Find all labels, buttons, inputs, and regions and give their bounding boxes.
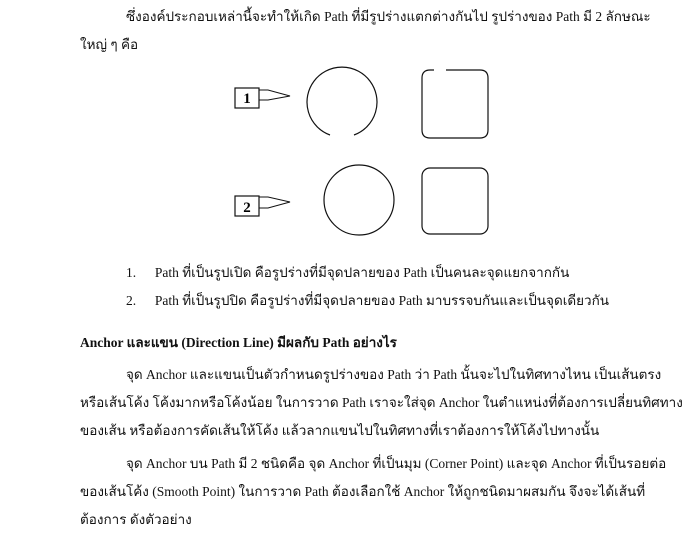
open-square-path	[422, 70, 488, 138]
list-item	[126, 264, 569, 282]
list-item-number: 2.	[126, 293, 137, 308]
para1-line-1: จุด Anchor และแขนเป็นตัวกำหนดรูปร่างของ Path ว่า Path นั้นจะไปในทิศทางไหน เป็นเส้นตรง	[126, 367, 662, 382]
list-item	[126, 292, 609, 310]
closed-circle-path	[324, 165, 394, 235]
callout-2-pointer	[259, 197, 290, 208]
para2-line-1: จุด Anchor บน Path มี 2 ชนิดคือ จุด Anchor ที่เป็นมุม (Corner Point) และจุด Anchor ที่เป็นรอยต่อ	[126, 456, 667, 471]
intro-line-2: ใหญ่ ๆ คือ	[80, 37, 139, 52]
callout-1	[235, 88, 290, 108]
path-shapes-figure	[230, 62, 510, 232]
list-item-text: Path ที่เป็นรูปเปิด คือรูปร่างที่มีจุดปลายของ Path เป็นคนละจุดแยกจากกัน	[154, 265, 570, 280]
closed-square-path	[422, 168, 488, 234]
list-item-number: 1.	[126, 265, 137, 280]
list-item-text: Path ที่เป็นรูปปิด คือรูปร่างที่มีจุดปลายของ Path มาบรรจบกันและเป็นจุดเดียวกัน	[154, 293, 609, 308]
callout-1-pointer	[259, 90, 290, 100]
open-circle-path	[307, 67, 377, 135]
section-heading: Anchor และแขน (Direction Line) มีผลกับ Path อย่างไร	[80, 335, 397, 350]
para2-line-2: ของเส้นโค้ง (Smooth Point) ในการวาด Path ต้องเลือกใช้ Anchor ให้ถูกชนิดมาผสมกัน จึงจะได้เส้นที่	[80, 484, 646, 499]
callout-2	[235, 196, 290, 216]
intro-line-1: ซึ่งองค์ประกอบเหล่านี้จะทำให้เกิด Path ที่มีรูปร่างแตกต่างกันไป รูปร่างของ Path มี 2 ลักษณะ	[126, 9, 651, 24]
callout-2-label: 2	[243, 200, 251, 216]
para2-line-3: ต้องการ ดังตัวอย่าง	[80, 512, 192, 527]
callout-1-label: 1	[243, 91, 251, 107]
para1-line-3: ของเส้น หรือต้องการคัดเส้นให้โค้ง แล้วลากแขนไปในทิศทางที่เราต้องการให้โค้งไปทางนั้น	[80, 423, 600, 438]
para1-line-2: หรือเส้นโค้ง โค้งมากหรือโค้งน้อย ในการวาด Path เราจะใส่จุด Anchor ในตำแหน่งที่ต้องการเปลี่ยนทิศทาง	[80, 395, 683, 410]
path-shapes-svg	[230, 62, 510, 232]
